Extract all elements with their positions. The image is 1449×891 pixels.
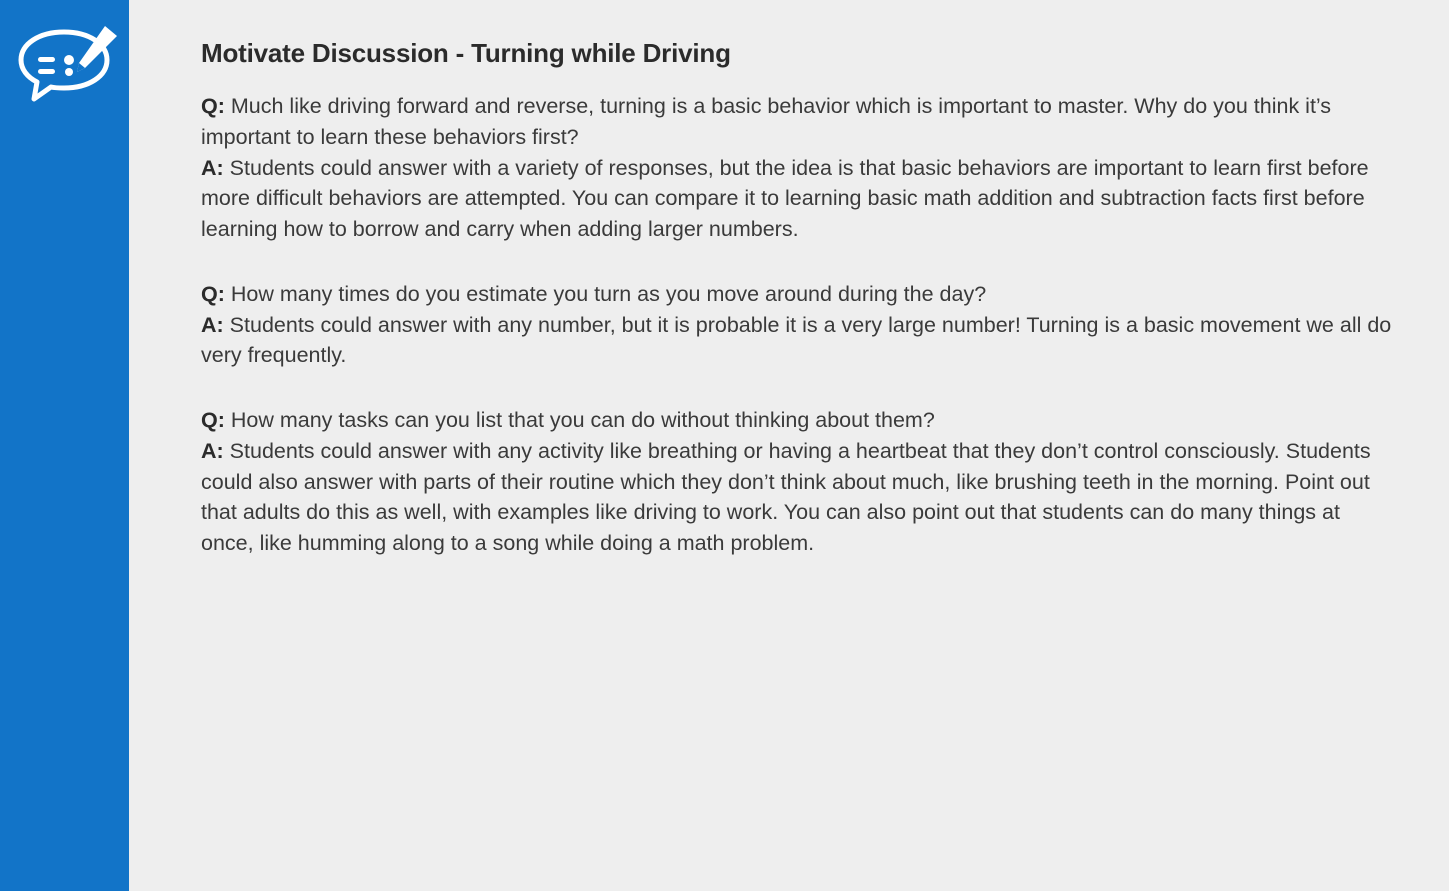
- question-label: Q:: [201, 94, 225, 119]
- question-line: [201, 405, 1397, 436]
- answer-line: [201, 153, 1397, 245]
- answer-text: Students could answer with any activity like breathing or having a heartbeat that they don’t control consciously. Students could also answer with parts of their routine which they don’t think about much, like brushing teeth in the morning. Point out that adults do this as well, with examples like driving to work. You can also point out that students can do many things at once, like humming along to a song while doing a math problem.: [201, 438, 1371, 555]
- page-title: Motivate Discussion - Turning while Driving: [201, 38, 731, 68]
- question-label: Q:: [201, 408, 225, 433]
- question-text: How many tasks can you list that you can do without thinking about them?: [230, 408, 935, 433]
- qa-item: [201, 279, 1397, 371]
- answer-text: Students could answer with any number, but it is probable it is a very large number! Turning is a basic movement we all do very frequently.: [201, 312, 1392, 368]
- answer-text: Students could answer with a variety of responses, but the idea is that basic behaviors are important to learn first before more difficult behaviors are attempted. You can compare it to learning basic math addition and subtraction facts first before learning how to borrow and carry when adding larger numbers.: [201, 155, 1369, 242]
- question-text: Much like driving forward and reverse, turning is a basic behavior which is important to master. Why do you think it’s important to learn these behaviors first?: [201, 94, 1332, 149]
- accent-sidebar: [0, 0, 129, 891]
- answer-line: [201, 310, 1397, 371]
- answer-label: A:: [201, 312, 224, 337]
- qa-item: [201, 405, 1397, 559]
- answer-label: A:: [201, 438, 224, 463]
- card-content: [129, 0, 1449, 891]
- question-text: How many times do you estimate you turn as you move around during the day?: [230, 281, 987, 306]
- question-line: [201, 279, 1397, 310]
- question-label: Q:: [201, 281, 225, 306]
- answer-line: [201, 436, 1397, 559]
- answer-label: A:: [201, 155, 224, 180]
- qa-item: [201, 91, 1397, 245]
- question-line: [201, 91, 1397, 152]
- speech-bubble-pencil-icon: [13, 26, 117, 106]
